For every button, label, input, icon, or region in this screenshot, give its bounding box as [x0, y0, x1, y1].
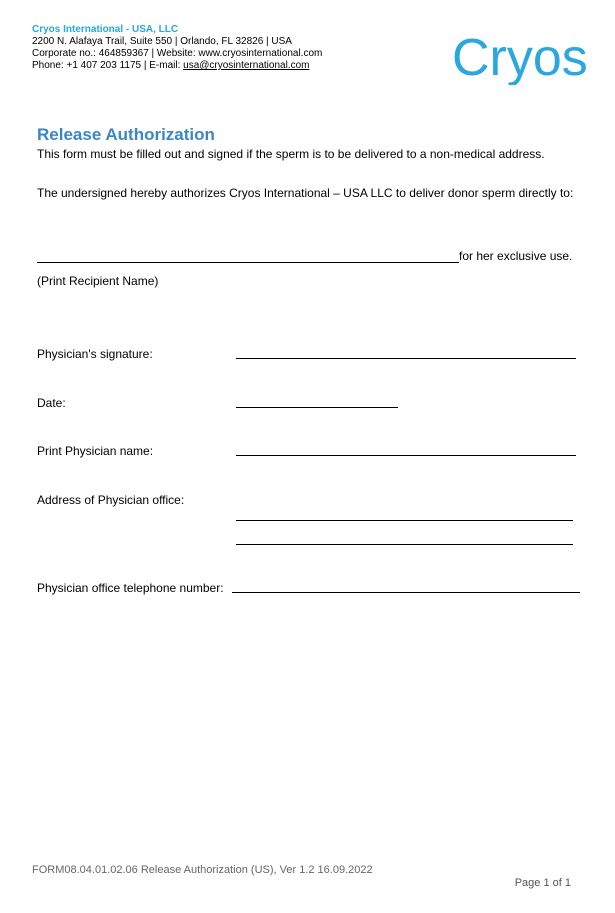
page-number: Page 1 of 1 — [514, 877, 571, 889]
date-label: Date: — [37, 396, 66, 410]
form-code: FORM08.04.01.02.06 Release Authorization (US), Ver 1.2 16.09.2022 — [32, 864, 373, 876]
email-link[interactable]: usa@cryosinternational.com — [183, 60, 310, 71]
phone-text: Phone: +1 407 203 1175 | E-mail: — [32, 60, 184, 71]
physician-signature-line[interactable] — [236, 358, 576, 359]
physician-name-line[interactable] — [236, 455, 576, 456]
company-address: 2200 N. Alafaya Trail, Suite 550 | Orlando, FL 32826 | USA — [32, 36, 292, 47]
logo-wordmark: Cryos — [452, 29, 588, 85]
recipient-caption: (Print Recipient Name) — [37, 274, 159, 288]
address-line-1[interactable] — [236, 520, 573, 521]
address-label: Address of Physician office: — [37, 493, 185, 507]
page-title: Release Authorization — [37, 125, 215, 144]
company-contact — [32, 60, 309, 72]
company-name: Cryos International - USA, LLC — [32, 24, 179, 35]
authorization-text: The undersigned hereby authorizes Cryos International – USA LLC to deliver donor sperm directly to: — [37, 186, 574, 200]
intro-text: This form must be filled out and signed if the sperm is to be delivered to a non-medical address. — [37, 147, 545, 161]
physician-signature-label: Physician's signature: — [37, 347, 153, 361]
date-line[interactable] — [236, 407, 398, 408]
recipient-suffix: for her exclusive use. — [459, 249, 573, 263]
telephone-line[interactable] — [232, 592, 580, 593]
company-corporate: Corporate no.: 464859367 | Website: www.cryosinternational.com — [32, 48, 323, 59]
telephone-label: Physician office telephone number: — [37, 581, 224, 595]
cryos-logo — [450, 25, 590, 85]
address-line-2[interactable] — [236, 544, 573, 545]
recipient-name-line[interactable] — [37, 262, 459, 263]
physician-name-label: Print Physician name: — [37, 444, 154, 458]
